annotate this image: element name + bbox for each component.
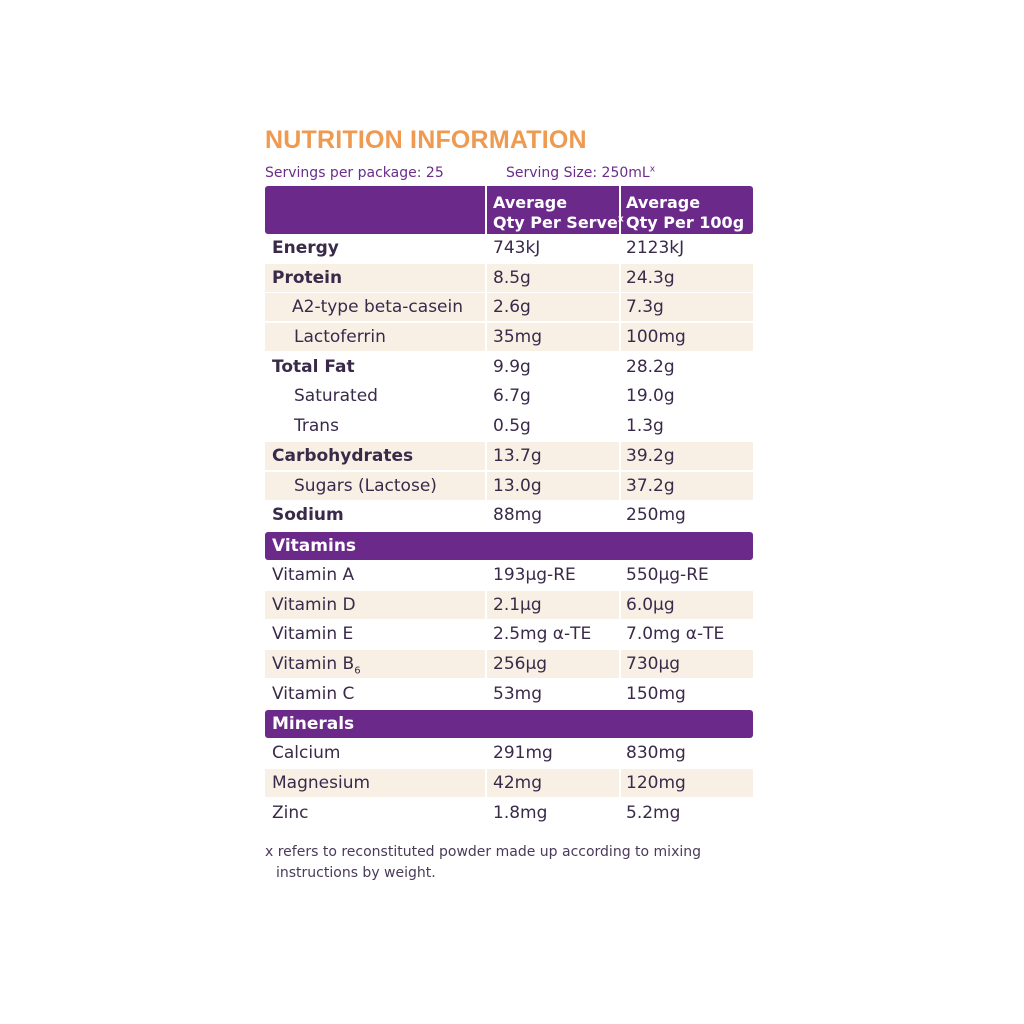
row-per-100g: 5.2mg xyxy=(626,802,681,823)
section-header-minerals: Minerals xyxy=(265,710,753,738)
row-per-100g: 28.2g xyxy=(626,356,675,377)
row-per-100g: 19.0g xyxy=(626,386,675,407)
row-per-serve: 1.8mg xyxy=(493,802,548,823)
row-per-serve: 35mg xyxy=(487,323,619,351)
table-row xyxy=(265,442,753,472)
table-row xyxy=(265,264,753,294)
row-name-subscript: 6 xyxy=(354,665,361,677)
row-per-100g: 37.2g xyxy=(621,472,753,500)
servings-line xyxy=(265,160,753,186)
row-per-serve: 13.0g xyxy=(487,472,619,500)
row-name: Total Fat xyxy=(272,356,355,377)
row-per-serve: 2.1µg xyxy=(487,591,619,619)
table-header xyxy=(265,186,753,234)
row-name: Saturated xyxy=(294,386,378,407)
row-name: Vitamin E xyxy=(272,624,354,645)
serving-size-text: Serving Size: 250mL xyxy=(506,165,650,181)
row-name: Lactoferrin xyxy=(265,323,485,351)
column-header-mark: x xyxy=(617,214,624,225)
minerals-rows xyxy=(265,739,753,828)
nutrition-panel xyxy=(265,124,753,884)
table-row xyxy=(265,680,753,710)
vitamins-rows xyxy=(265,561,753,709)
row-name: Vitamin C xyxy=(272,683,355,704)
row-name-text: Vitamin B xyxy=(272,653,355,674)
table-row xyxy=(265,591,753,621)
column-header-line: Average xyxy=(493,193,568,212)
column-header-per-serve xyxy=(493,193,624,233)
table-row xyxy=(265,561,753,591)
column-header-line xyxy=(493,213,624,233)
table-row xyxy=(265,323,753,353)
table-row xyxy=(265,234,753,264)
row-per-100g: 550µg-RE xyxy=(626,564,709,585)
footnote-line: x refers to reconstituted powder made up according to mixing xyxy=(265,844,702,861)
row-name: Protein xyxy=(265,264,485,292)
column-header-line: Average xyxy=(626,193,701,212)
column-header-per-100g xyxy=(626,193,744,233)
row-name: Energy xyxy=(272,238,339,258)
table-row xyxy=(265,353,753,383)
nutrients-rows xyxy=(265,234,753,531)
page-title: NUTRITION INFORMATION xyxy=(265,126,587,154)
row-name: Calcium xyxy=(272,743,341,764)
row-per-100g: 39.2g xyxy=(621,442,753,470)
row-per-serve: 743kJ xyxy=(493,238,541,258)
row-per-100g: 7.3g xyxy=(621,293,753,321)
row-per-serve: 42mg xyxy=(487,769,619,797)
table-row xyxy=(265,620,753,650)
table-row xyxy=(265,769,753,799)
column-header-line: Qty Per 100g xyxy=(626,213,745,232)
row-per-serve: 2.6g xyxy=(487,293,619,321)
row-per-100g: 24.3g xyxy=(621,264,753,292)
row-per-serve: 291mg xyxy=(493,743,553,764)
row-per-serve: 256µg xyxy=(487,650,619,678)
row-name xyxy=(265,650,485,678)
row-per-serve: 88mg xyxy=(493,505,542,526)
row-per-100g: 120mg xyxy=(621,769,753,797)
table-row xyxy=(265,501,753,531)
row-per-serve: 6.7g xyxy=(493,386,531,407)
row-name: A2-type beta-casein xyxy=(265,293,485,321)
row-per-serve: 8.5g xyxy=(487,264,619,292)
row-per-100g: 730µg xyxy=(621,650,753,678)
row-per-serve: 53mg xyxy=(493,683,542,704)
row-per-100g: 7.0mg α-TE xyxy=(626,624,725,645)
row-name: Zinc xyxy=(272,802,309,823)
table-row xyxy=(265,799,753,829)
row-per-100g: 830mg xyxy=(626,743,686,764)
footnote-line: instructions by weight. xyxy=(276,865,436,882)
table-row xyxy=(265,293,753,323)
table-row xyxy=(265,382,753,412)
row-name: Sodium xyxy=(272,505,344,526)
column-header-text: Qty Per Serve xyxy=(493,213,618,232)
servings-per-package: Servings per package: 25 xyxy=(265,165,444,181)
row-name: Vitamin A xyxy=(272,564,355,585)
footnote xyxy=(265,842,753,884)
row-name: Magnesium xyxy=(265,769,485,797)
header-divider xyxy=(485,186,487,234)
table-row xyxy=(265,412,753,442)
row-per-100g: 150mg xyxy=(626,683,686,704)
row-name: Trans xyxy=(294,416,339,437)
row-per-serve: 193µg-RE xyxy=(493,564,576,585)
row-per-100g: 100mg xyxy=(621,323,753,351)
row-per-serve: 0.5g xyxy=(493,416,531,437)
serving-size-mark: x xyxy=(649,164,656,175)
row-per-100g: 6.0µg xyxy=(621,591,753,619)
row-per-100g: 1.3g xyxy=(626,416,664,437)
section-header-vitamins: Vitamins xyxy=(265,532,753,560)
serving-size xyxy=(506,160,655,186)
row-per-serve: 13.7g xyxy=(487,442,619,470)
table-row xyxy=(265,739,753,769)
row-per-serve: 9.9g xyxy=(493,356,531,377)
row-per-serve: 2.5mg α-TE xyxy=(493,624,592,645)
row-per-100g: 2123kJ xyxy=(626,238,685,258)
table-row xyxy=(265,472,753,502)
row-name: Vitamin D xyxy=(265,591,485,619)
table-row xyxy=(265,650,753,680)
row-per-100g: 250mg xyxy=(626,505,686,526)
row-name: Carbohydrates xyxy=(265,442,485,470)
row-name: Sugars (Lactose) xyxy=(265,472,485,500)
